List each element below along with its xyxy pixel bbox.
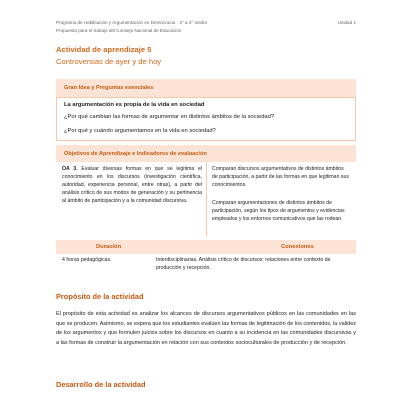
big-idea-box [56,97,356,141]
duration-connections-band [56,240,356,254]
development-title: Desarrollo de la actividad [56,380,146,389]
objective-text: Evaluar diversas formas en que se legitima el conocimiento en los discursos (investigación científica, autoridad, experiencia personal, entre otras), a partir del análisis crítico de sus modos de generación y su pertinencia al ámbito de participación y a la comunidad discursiva. [62,166,202,204]
proposal-note: Propuesta para el trabajo del Consejo Nacional de Educación [56,28,182,33]
big-idea-label: Gran Idea y Preguntas esenciales [64,85,154,91]
connections-label: Conexiones [281,244,314,250]
program-name: Programa de Habilitación y Argumentación en Democracia · 3° a 4° medio [56,20,208,25]
purpose-text: El propósito de esta actividad es analizar los alcances de discursos argumentativos públicos en las comunidades en las que se producen. Asimismo, se espera que los estudiantes evalúen las formas de legitimación de los contenidos, la validez de los argumentos y que formulen juicios sobre los discursos en cuanto a su incidencia en las comunidades discursivas y a las formas de construir la argumentación en relación con sus contextos socioculturales de producción y de recepción. [56,311,356,346]
essential-question-2: ¿Por qué y cuándo argumentamos en la vida en sociedad? [64,128,216,134]
column-divider [206,162,207,236]
duration-label: Duración [96,244,122,250]
indicator-2: Comparan argumentaciones de distintos ámbitos de participación, según los tipos de argumentos y evidencias empleados y los entornos comunicativos que las rodean. [212,200,345,222]
duration-value: 4 horas pedagógicas. [62,257,112,263]
essential-question-1: ¿Por qué cambian las formas de argumentar en distintos ámbitos de la sociedad? [64,114,275,120]
document-header [56,20,356,40]
big-idea-statement: La argumentación es propia de la vida en sociedad [64,102,205,108]
indicator-1: Comparan discursos argumentativos de distintos ámbitos de participación, a partir de las formas en que legitiman sus conocimientos. [212,166,349,188]
unit-label: Unidad 1 [337,20,356,25]
activity-title: Actividad de aprendizaje 5 [56,45,152,54]
objective-code: OA 3. [62,166,78,172]
objectives-band [56,145,356,162]
purpose-title: Propósito de la actividad [56,292,144,301]
big-idea-band [56,79,356,97]
objectives-label: Objetivos de Aprendizaje e Indicadores de evaluación [64,151,207,157]
connections-value: Interdisciplinarias, Análisis crítico de discursos: relaciones entre contexto de producción y recepción. [156,257,331,271]
activity-subtitle: Controversias de ayer y de hoy [56,57,162,66]
learning-objective [62,166,202,206]
